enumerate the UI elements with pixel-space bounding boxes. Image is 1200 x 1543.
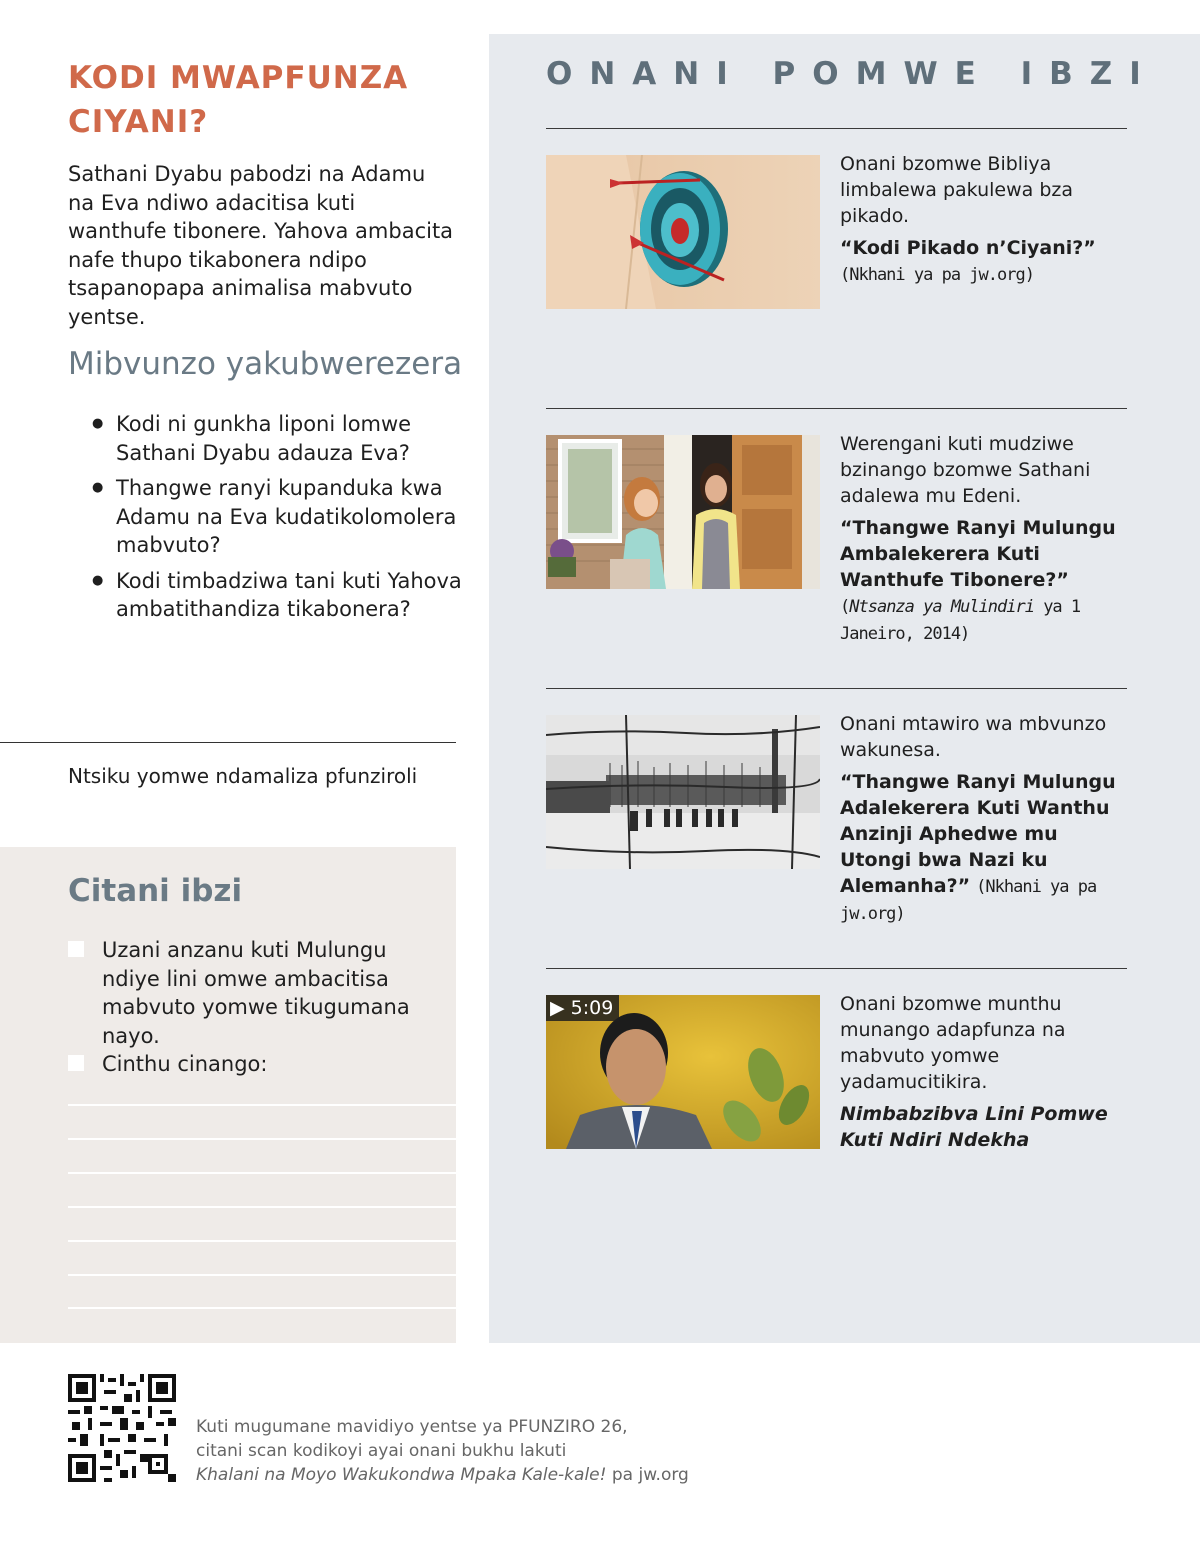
item-title-link[interactable]: “Kodi Pikado n’Ciyani?” (840, 237, 1096, 259)
writing-line (68, 1104, 456, 1106)
writing-line (68, 1240, 456, 1242)
item-title-link[interactable]: “Thangwe Ranyi Mulungu Adalekerera Kuti Wanthu Anzinji Aphedwe mu Utongi bwa Nazi ku Alemanha?” (840, 771, 1116, 897)
checkbox[interactable] (68, 941, 84, 957)
checkbox[interactable] (68, 1055, 84, 1071)
section-divider (546, 128, 1127, 129)
try-item (68, 936, 438, 1050)
footer-line: citani scan kodikoyi ayai onani bukhu lakuti (196, 1441, 567, 1461)
try-this-heading: Citani ibzi (68, 873, 243, 909)
explore-item (840, 151, 1130, 288)
review-question: ● Kodi timbadziwa tani kuti Yahova ambatithandiza tikabonera? (92, 567, 462, 624)
item-source: (Nkhani ya pa jw.org) (840, 265, 1034, 285)
writing-line (68, 1274, 456, 1276)
completion-date-label: Ntsiku yomwe ndamaliza pfunziroli (68, 764, 418, 788)
target-arrows-image[interactable] (546, 155, 820, 309)
item-description: Onani mtawiro wa mbvunzo wakunesa. (840, 713, 1107, 761)
footer-note (196, 1415, 756, 1487)
try-item (68, 1050, 438, 1079)
item-source: (Ntsanza ya Mulindiri ya 1 Janeiro, 2014) (840, 597, 1081, 644)
qr-code[interactable] (68, 1374, 176, 1482)
item-source: (Nkhani ya pa jw.org) (840, 877, 1097, 924)
explore-heading: ONANI POMWE IBZI (546, 56, 1158, 92)
footer-line: Kuti mugumane mavidiyo yentse ya PFUNZIRO 26, (196, 1417, 628, 1437)
summary-title: KODI MWAPFUNZA CIYANI? (68, 60, 409, 140)
item-description: Onani bzomwe Bibliya limbalewa pakulewa bza pikado. (840, 153, 1073, 227)
review-questions-heading: Mibvunzo yakubwerezera (68, 346, 463, 382)
writing-line (68, 1307, 456, 1309)
date-line (0, 742, 456, 743)
video-duration-badge: ▶ 5:09 (546, 995, 619, 1021)
concentration-camp-image[interactable] (546, 715, 820, 869)
item-title-link[interactable]: “Thangwe Ranyi Mulungu Ambalekerera Kuti Wanthufe Tibonere?” (840, 517, 1116, 591)
footer-line: Khalani na Moyo Wakukondwa Mpaka Kale-kale! pa jw.org (196, 1465, 689, 1485)
explore-item (840, 431, 1130, 647)
writing-line (68, 1206, 456, 1208)
section-divider (546, 968, 1127, 969)
writing-line (68, 1172, 456, 1174)
man-video-image[interactable] (546, 995, 820, 1149)
try-this-box (0, 847, 456, 1343)
review-question: ● Kodi ni gunkha liponi lomwe Sathani Dyabu adauza Eva? (92, 410, 462, 467)
try-item-text: Cinthu cinango: (102, 1052, 268, 1076)
item-description: Werengani kuti mudziwe bzinango bzomwe Sathani adalewa mu Edeni. (840, 433, 1091, 507)
explore-item (840, 711, 1130, 927)
review-questions-list (92, 410, 462, 631)
review-question: ● Thangwe ranyi kupanduka kwa Adamu na Eva kudatikolomolera mabvuto? (92, 474, 462, 560)
section-divider (546, 688, 1127, 689)
women-at-door-image[interactable] (546, 435, 820, 589)
section-divider (546, 408, 1127, 409)
summary-text: Sathani Dyabu pabodzi na Adamu na Eva ndiwo adacitisa kuti wanthufe tibonere. Yahova ambacita nafe thupo tikabonera ndipo tsapanopapa animalisa mabvuto yentse. (68, 162, 454, 329)
book-title: Khalani na Moyo Wakukondwa Mpaka Kale-kale! (196, 1465, 607, 1485)
item-title-link[interactable]: Nimbabzibva Lini Pomwe Kuti Ndiri Ndekha (840, 1103, 1108, 1151)
writing-line (68, 1138, 456, 1140)
item-description: Onani bzomwe munthu munango adapfunza na mabvuto yomwe yadamucitikira. (840, 993, 1066, 1093)
explore-item (840, 991, 1130, 1153)
try-item-text: Uzani anzanu kuti Mulungu ndiye lini omwe ambacitisa mabvuto yomwe tikugumana nayo. (102, 938, 410, 1048)
